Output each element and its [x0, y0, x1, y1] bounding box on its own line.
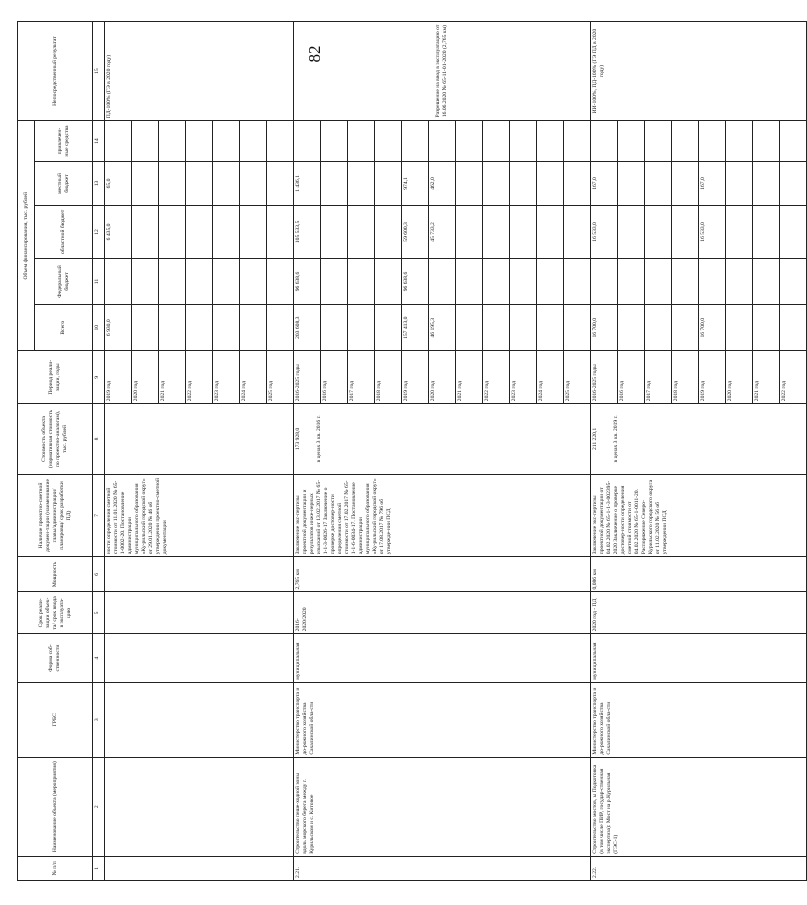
total-cell	[780, 305, 807, 351]
loc-cell: 65,0	[105, 161, 132, 205]
period-cell: 2024 год	[537, 351, 564, 404]
cont-grbs	[105, 682, 294, 757]
period-cell: 2025 год	[564, 351, 591, 404]
header-funding: Объем финансирования, тыс. рублей	[18, 121, 35, 351]
period-cell: 2016-2025 годы	[591, 351, 618, 404]
col-number: 7	[93, 474, 105, 557]
oth-cell	[537, 121, 564, 162]
col-number: 9	[93, 351, 105, 404]
loc-cell	[213, 161, 240, 205]
fed-cell	[672, 258, 699, 304]
loc-cell: 167,0	[699, 161, 726, 205]
object-power: 2,765 км	[294, 557, 591, 592]
page-number: 82	[305, 45, 324, 63]
rotated-table-wrapper	[17, 21, 787, 881]
header-name: Наименование объекта (мероприятия)	[18, 757, 93, 856]
fed-cell	[645, 258, 672, 304]
oth-cell	[591, 121, 618, 162]
oth-cell	[402, 121, 429, 162]
period-cell: 2022 год	[483, 351, 510, 404]
loc-cell	[753, 161, 780, 205]
object-cost	[294, 404, 591, 474]
docs-cell: ности определения сметной стоимости от 11.01.2020 № 65-1-0002-20. Постановление администрации муниципального образования «Ку-рильский городской округ» от 29.01.2020 № 46 об утверждении проектно-сметной документации	[105, 474, 294, 557]
object-term: 2020 год - ПД	[591, 592, 807, 634]
reg-cell	[132, 206, 159, 259]
fed-cell	[618, 258, 645, 304]
object-grbs: Министерство транспорта и до-рожного хозяйства Сахалинской обла-сти	[591, 682, 807, 757]
object-power: 0,086 км	[591, 557, 807, 592]
period-cell: 2020 год	[429, 351, 456, 404]
period-cell: 2024 год	[240, 351, 267, 404]
cont-power	[105, 557, 294, 592]
header-row	[18, 22, 35, 881]
reg-cell: 105 533,5	[294, 206, 321, 259]
oth-cell	[645, 121, 672, 162]
loc-cell: 462,0	[429, 161, 456, 205]
fed-cell	[591, 258, 618, 304]
period-cell: 2017 год	[645, 351, 672, 404]
cont-num	[105, 856, 294, 880]
period-cell: 2021 год	[753, 351, 780, 404]
total-cell: 16 700,0	[591, 305, 618, 351]
oth-cell	[186, 121, 213, 162]
header-docs: Наличие проектно-сметной докумен-тации (наименование главы/администрации/ планировщ/ срок разработки ПД)	[18, 474, 93, 557]
column-number-row	[93, 22, 105, 881]
oth-cell	[753, 121, 780, 162]
col-number: 11	[93, 258, 105, 304]
reg-cell	[510, 206, 537, 259]
header-term: Срок реали-зации объек-та/ срок ввода в эксплуата-цию	[18, 592, 93, 634]
cont-name	[105, 757, 294, 856]
period-cell: 2017 год	[348, 351, 375, 404]
total-cell	[186, 305, 213, 351]
fed-cell	[699, 258, 726, 304]
period-cell: 2021 год	[456, 351, 483, 404]
reg-cell	[618, 206, 645, 259]
reg-cell: 16 533,0	[591, 206, 618, 259]
total-cell	[348, 305, 375, 351]
loc-cell	[348, 161, 375, 205]
fed-cell	[780, 258, 807, 304]
reg-cell	[753, 206, 780, 259]
period-cell: 2019 год	[105, 351, 132, 404]
object-name: Строительство мостов, ы Подкотовка (в том числе ПИР, государ-ственная экспертиза): Мост на р.Курильная (ГЭС-1)	[591, 757, 807, 856]
reg-cell	[537, 206, 564, 259]
object-name: Строительство пеше-ходной зоны вдоль морского берега между г. Курильском и с. Китовое	[294, 757, 591, 856]
oth-cell	[105, 121, 132, 162]
total-cell	[618, 305, 645, 351]
fed-cell	[186, 258, 213, 304]
object-form: муниципальная	[294, 634, 591, 682]
oth-cell	[240, 121, 267, 162]
object-docs: Заключение экс-пертизы проектной документации и результатов инже-нерных изысканий от 13.02.2017 № 65-1-1-3-0026-17 Заключение о проверке достовер-ности определения сметной стоимости от 17.02.2017 № 65-1-1-6-0034-17. Постановление администрации муниципального образования «Ку-рильский городской округ» от 17.08.2017 № 796 об утвержде-нии ПСД	[294, 474, 591, 557]
loc-cell	[564, 161, 591, 205]
period-cell: 2019 год	[402, 351, 429, 404]
reg-cell	[186, 206, 213, 259]
oth-cell	[510, 121, 537, 162]
fed-cell	[456, 258, 483, 304]
col-number: 5	[93, 592, 105, 634]
header-result: Непосредственный результат	[18, 22, 93, 121]
oth-cell	[213, 121, 240, 162]
total-cell	[726, 305, 753, 351]
total-cell	[645, 305, 672, 351]
oth-cell	[429, 121, 456, 162]
col-number: 1	[93, 856, 105, 880]
total-cell	[375, 305, 402, 351]
header-num: № п/п	[18, 856, 93, 880]
total-cell: 6 930,0	[105, 305, 132, 351]
oth-cell	[321, 121, 348, 162]
col-number: 13	[93, 161, 105, 205]
reg-cell: 16 533,0	[699, 206, 726, 259]
total-cell: 46 195,3	[429, 305, 456, 351]
period-cell: 2022 год	[186, 351, 213, 404]
object-result: Разрешение на ввод в эксплуатацию от 16.06.2020 № 65-11-01-2020 (2,765 км)	[294, 22, 591, 121]
oth-cell	[672, 121, 699, 162]
loc-cell: 974,1	[402, 161, 429, 205]
object-term: 2016-2020/2020	[294, 592, 591, 634]
reg-cell	[456, 206, 483, 259]
reg-cell	[267, 206, 294, 259]
fed-cell	[753, 258, 780, 304]
loc-cell: 1 436,1	[294, 161, 321, 205]
header-reg: областной бюджет	[35, 206, 93, 259]
object-number: 2.22.	[591, 856, 807, 880]
col-number: 3	[93, 682, 105, 757]
oth-cell	[699, 121, 726, 162]
oth-cell	[294, 121, 321, 162]
total-cell	[537, 305, 564, 351]
total-cell: 16 700,0	[699, 305, 726, 351]
cost-note: в ценах 3 кв. 2016 г.	[316, 415, 322, 463]
loc-cell	[510, 161, 537, 205]
header-cost: Стоимость объекта (нормативная стоимость по проектно-аналогам), тыс. рублей	[18, 404, 93, 474]
total-cell	[456, 305, 483, 351]
total-cell: 157 413,0	[402, 305, 429, 351]
period-cell: 2023 год	[510, 351, 537, 404]
table-row	[105, 22, 132, 881]
fed-cell	[213, 258, 240, 304]
total-cell	[159, 305, 186, 351]
loc-cell	[645, 161, 672, 205]
total-cell	[240, 305, 267, 351]
col-number: 12	[93, 206, 105, 259]
object-docs: Заключение экс-пертизы проектной документации от 04.02.2020 № 65-1-1-3-002395-2020 Заключение о проверке достовер-ности определения сметной стоимости от 04.02.2020 № 65-1-0011-20. Распоряжение Северо-Курильского городского округа от 11.02.2020 № 56 об утверждении ПСД	[591, 474, 807, 557]
total-cell	[213, 305, 240, 351]
reg-cell	[159, 206, 186, 259]
loc-cell	[618, 161, 645, 205]
cost-value: 211 220,1	[592, 427, 598, 451]
fed-cell	[537, 258, 564, 304]
loc-cell	[672, 161, 699, 205]
fed-cell	[267, 258, 294, 304]
period-cell: 2018 год	[672, 351, 699, 404]
col-number: 10	[93, 305, 105, 351]
loc-cell	[132, 161, 159, 205]
header-period: Период реали-зации, годы	[18, 351, 93, 404]
loc-cell	[780, 161, 807, 205]
header-fed: Федеральный бюджет	[35, 258, 93, 304]
oth-cell	[564, 121, 591, 162]
fed-cell	[132, 258, 159, 304]
cost-note: в ценах 3 кв. 2019 г.	[613, 415, 619, 463]
header-grbs: ГРБС	[18, 682, 93, 757]
col-number: 14	[93, 121, 105, 162]
total-cell: 203 608,3	[294, 305, 321, 351]
loc-cell	[375, 161, 402, 205]
oth-cell	[267, 121, 294, 162]
table-row	[294, 22, 321, 881]
header-form: Форма соб-ственности	[18, 634, 93, 682]
loc-cell	[267, 161, 294, 205]
fed-cell	[105, 258, 132, 304]
total-cell	[132, 305, 159, 351]
loc-cell	[321, 161, 348, 205]
object-number: 2.21.	[294, 856, 591, 880]
fed-cell: 96 638,6	[294, 258, 321, 304]
loc-cell	[483, 161, 510, 205]
financing-table	[17, 21, 807, 881]
reg-cell	[672, 206, 699, 259]
oth-cell	[159, 121, 186, 162]
loc-cell	[456, 161, 483, 205]
cont-form	[105, 634, 294, 682]
reg-cell	[240, 206, 267, 259]
col-number: 8	[93, 404, 105, 474]
period-cell: 2018 год	[375, 351, 402, 404]
loc-cell	[159, 161, 186, 205]
total-cell	[321, 305, 348, 351]
total-cell	[510, 305, 537, 351]
col-number: 6	[93, 557, 105, 592]
col-number: 4	[93, 634, 105, 682]
total-cell	[483, 305, 510, 351]
oth-cell	[456, 121, 483, 162]
period-cell: 2023 год	[213, 351, 240, 404]
oth-cell	[726, 121, 753, 162]
fed-cell	[321, 258, 348, 304]
total-cell	[753, 305, 780, 351]
period-cell: 2020 год	[132, 351, 159, 404]
period-cell: 2016 год	[321, 351, 348, 404]
period-cell: 2020 год	[726, 351, 753, 404]
oth-cell	[483, 121, 510, 162]
fed-cell	[159, 258, 186, 304]
period-cell: 2022 год	[780, 351, 807, 404]
fed-cell	[348, 258, 375, 304]
table-row	[591, 22, 618, 881]
cost-value: 173 928,0	[295, 427, 301, 451]
oth-cell	[780, 121, 807, 162]
reg-cell: 6 435,0	[105, 206, 132, 259]
reg-cell: 59 600,3	[402, 206, 429, 259]
reg-cell	[780, 206, 807, 259]
header-oth: привлечен-ные средства	[35, 121, 93, 162]
cost-cell	[105, 404, 294, 474]
fed-cell	[510, 258, 537, 304]
object-form: муниципальная	[591, 634, 807, 682]
total-cell	[564, 305, 591, 351]
col-number: 2	[93, 757, 105, 856]
total-cell	[672, 305, 699, 351]
object-result: ИИ-100%, ПД-100% (ГЭ ПД в 2020 году)	[591, 22, 807, 121]
oth-cell	[132, 121, 159, 162]
reg-cell	[348, 206, 375, 259]
loc-cell	[186, 161, 213, 205]
loc-cell	[726, 161, 753, 205]
reg-cell	[726, 206, 753, 259]
reg-cell	[564, 206, 591, 259]
reg-cell	[645, 206, 672, 259]
period-cell: 2016-2025 годы	[294, 351, 321, 404]
oth-cell	[618, 121, 645, 162]
fed-cell	[240, 258, 267, 304]
loc-cell: 167,0	[591, 161, 618, 205]
header-power: Мощность	[18, 557, 93, 592]
object-grbs: Министерство транспорта и до-рожного хозяйства Сахалинской обла-сти	[294, 682, 591, 757]
header-total: Всего	[35, 305, 93, 351]
col-number: 15	[93, 22, 105, 121]
total-cell	[267, 305, 294, 351]
oth-cell	[348, 121, 375, 162]
header-loc: местный бюджет	[35, 161, 93, 205]
period-cell: 2021 год	[159, 351, 186, 404]
reg-cell	[321, 206, 348, 259]
fed-cell: 96 638,6	[402, 258, 429, 304]
fed-cell	[726, 258, 753, 304]
period-cell: 2016 год	[618, 351, 645, 404]
reg-cell: 45 733,2	[429, 206, 456, 259]
loc-cell	[537, 161, 564, 205]
period-cell: 2019 год	[699, 351, 726, 404]
reg-cell	[375, 206, 402, 259]
fed-cell	[564, 258, 591, 304]
fed-cell	[483, 258, 510, 304]
reg-cell	[483, 206, 510, 259]
period-cell: 2025 год	[267, 351, 294, 404]
fed-cell	[375, 258, 402, 304]
fed-cell	[429, 258, 456, 304]
loc-cell	[240, 161, 267, 205]
result-cell: ПД-100% (ГЭ в 2020 году)	[105, 22, 294, 121]
cont-term	[105, 592, 294, 634]
reg-cell	[213, 206, 240, 259]
object-cost	[591, 404, 807, 474]
oth-cell	[375, 121, 402, 162]
